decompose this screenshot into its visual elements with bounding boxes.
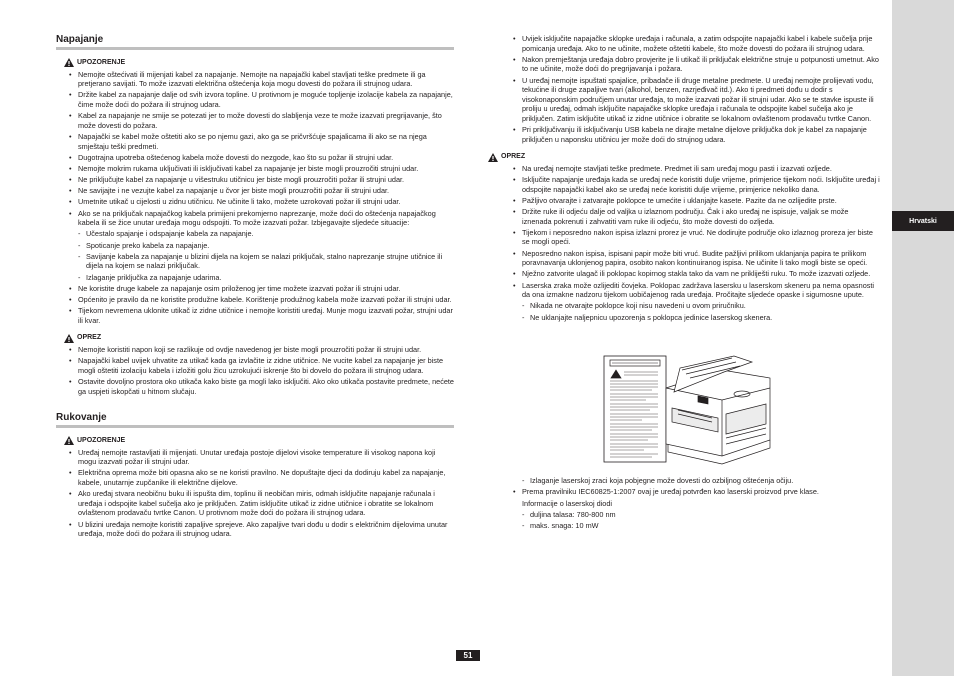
warning-triangle-icon: [64, 436, 74, 445]
list-item: • Napajački se kabel može oštetiti ako se po njemu gazi, ako ga se pričvršćuje spajalicama ili ako se na njega smještaju teški predmeti.: [56, 132, 454, 151]
spec-item: - duljina talasa: 780-800 nm: [500, 510, 880, 520]
list-item: • Tijekom i neposredno nakon ispisa izlazni prorez je vruć. Ne dodirujte područje oko izlaznog proreza jer biste se mogli opeći.: [500, 228, 880, 247]
sub-list-item: - Spoticanje preko kabela za napajanje.: [56, 241, 454, 251]
spec-item: - maks. snaga: 10 mW: [500, 521, 880, 531]
section-title-napajanje: Napajanje: [56, 34, 454, 50]
list-item: • Nemojte oštećivati ili mijenjati kabel za napajanje. Nemojte na napajački kabel stavljati teške predmete ili ga pretjerano savijati. To može izazvati električna oštećenja koja mogu dovesti do požara ili strujnog udara.: [56, 70, 454, 89]
list-item: • Pri priključivanju ili isključivanju USB kabela ne dirajte metalne dijelove priključka dok je kabel za napajanje priključen u naponsku utičnicu jer može doći do strujnog udara.: [500, 125, 880, 144]
caution-list: [56, 345, 454, 396]
left-column: [56, 34, 454, 540]
list-item: • Napajački kabel uvijek uhvatite za utikač kada ga izvlačite iz zidne utičnice. Ne vucite kabel za napajanje jer biste mogli oštetiti izolaciju kabela i izložiti golu žicu uzrokujući iskrenje što bi dovelo do požara ili strujnog udara.: [56, 356, 454, 375]
list-item: • Kabel za napajanje ne smije se potezati jer to može dovesti do slabljenja veze te može izazvati pregrijavanje, što može dovesti do požara.: [56, 111, 454, 130]
list-item: • U uređaj nemojte ispuštati spajalice, pribadače ili druge metalne predmete. U uređaj nemojte prolijevati vodu, tekućine ili druge zapaljive tvari (alkohol, benzen, razrjeđivač itd.). Ako ti predmeti dođu u dodir s visokonaponskim područjem unutar uređaja, to može izazvati požar ili strujni udar. Ako se te stavke ispuste ili proliju u uređaj, odmah isključite napajačke sklopke uređaja i računala te odspojite kabel sučelja ako je priključen. Zatim isključite utikač iz zidne utičnice i obratite se lokalnom ovlaštenom prodavaču tvrtke Canon.: [500, 76, 880, 124]
warning-triangle-icon: [64, 334, 74, 343]
caution-list: [500, 164, 880, 322]
list-item: • Pažljivo otvarajte i zatvarajte poklopce te umećite i uklanjajte kasete. Pazite da ne ozlijedite prste.: [500, 196, 880, 206]
list-item: • Ne koristite druge kabele za napajanje osim priloženog jer time možete izazvati požar ili strujni udar.: [56, 284, 454, 294]
warning-heading: [64, 436, 454, 446]
list-item: • Uređaj nemojte rastavljati ili mijenjati. Unutar uređaja postoje dijelovi visoke temperature ili visokog napona koji mogu izazvati požar ili strujni udar.: [56, 448, 454, 467]
section-title-rukovanje: Rukovanje: [56, 412, 454, 428]
warning-heading: [64, 58, 454, 68]
list-item: • Prema pravilniku IEC60825-1:2007 ovaj je uređaj potvrđen kao laserski proizvod prve klase.: [500, 487, 880, 497]
list-item: • Ostavite dovoljno prostora oko utikača kako biste ga mogli lako isključiti. Ako oko utikača postavite predmete, nećete ga uspjeti iskopčati u hitnom slučaju.: [56, 377, 454, 396]
list-item: • Nemojte mokrim rukama uključivati ili isključivati kabel za napajanje jer biste mogli prouzročiti strujni udar.: [56, 164, 454, 174]
caution-label: OPREZ: [77, 334, 102, 342]
list-item: • Držite ruke ili odjeću dalje od valjka u izlaznom području. Čak i ako uređaj ne ispisuje, valjak se može iznenada pokrenuti i zahvatiti vam ruke ili odjeću, što može dovesti do ozljeda.: [500, 207, 880, 226]
sub-list-item: - Nikada ne otvarajte poklopce koji nisu navedeni u ovom priručniku.: [500, 301, 880, 311]
list-item: • Nježno zatvorite ulagač ili poklopac kopirnog stakla tako da vam ne prikliješti ruku. To može izazvati ozljede.: [500, 269, 880, 279]
sub-list-item: - Učestalo spajanje i odspajanje kabela za napajanje.: [56, 229, 454, 239]
caution-heading: [488, 152, 880, 162]
handling-list: [500, 34, 880, 144]
sub-list-item: - Izlaganje priključka za napajanje udarima.: [56, 273, 454, 283]
right-column: [500, 34, 880, 532]
list-item: • Ne priključujte kabel za napajanje u višestruku utičnicu jer biste mogli prouzročiti požar ili strujni udar.: [56, 175, 454, 185]
warning-label: UPOZORENJE: [77, 437, 126, 445]
warning-triangle-icon: [64, 58, 74, 67]
printer-illustration: [602, 348, 772, 470]
laser-diode-info: Informacije o laserskoj diodi: [522, 498, 613, 508]
list-item: • Laserska zraka može ozlijediti čovjeka. Poklopac zadržava lasersku u laserskom skeneru pa nema opasnosti da ona izmakne nadzoru tijekom uobičajenog rada uređaja. Pročitajte sljedeće opaske i sigurnosne upute.: [500, 281, 880, 300]
language-sidebar: [892, 0, 954, 676]
list-item: • Umetnite utikač u cijelosti u zidnu utičnicu. Ne učinite li tako, možete uzrokovati požar ili strujni udar.: [56, 197, 454, 207]
list-item: • Općenito je pravilo da ne koristite produžne kabele. Korištenje produžnog kabela može izazvati požar ili strujni udar.: [56, 295, 454, 305]
list-item: • Nakon premještanja uređaja dobro provjerite je li utikač ili priključak električne struje u potpunosti umetnut. Ako to ne učinite, može doći do pregrijavanja i požara.: [500, 55, 880, 74]
list-item: • U blizini uređaja nemojte koristiti zapaljive spreјeve. Ako zapaljive tvari dođu u dodir s električnim dijelovima unutar uređaja, može doći do požara ili strujnog udara.: [56, 520, 454, 539]
warning-triangle-icon: [488, 153, 498, 162]
list-item: • Ako se na priključak napajačkog kabela primijeni prekomjerno naprezanje, može doći do oštećenja napajačkog kabela ili se žice unutar uređaja mogu odspojiti. To može izazvati požar. Izbjegavajte sljedeće situacije:: [56, 209, 454, 228]
sub-list-item: - Izlaganje laserskoj zraci koja pobjegne može dovesti do ozbiljnog oštećenja očiju.: [500, 476, 880, 486]
warning-list: [56, 448, 454, 539]
list-item: • Nemojte koristiti napon koji se razlikuje od ovdje navedenog jer biste mogli prouzročiti požar ili strujni udar.: [56, 345, 454, 355]
list-item: • Držite kabel za napajanje dalje od svih izvora topline. U protivnom je moguće topljenje izolacije kabela za napajanje, čime može doći do požara ili strujnog udara.: [56, 90, 454, 109]
sub-list-item: - Ne uklanjajte naljepnicu upozorenja s poklopca jedinice laserskog skenera.: [500, 313, 880, 323]
sub-list-item: - Savijanje kabela za napajanje u blizini dijela na kojem se nalazi priključak, stalno naprezanje strujne utičnice ili dijela na kojem se nalazi priključak.: [56, 252, 454, 271]
warning-list: [56, 70, 454, 326]
caution-heading: [64, 333, 454, 343]
language-tab[interactable]: Hrvatski: [892, 211, 954, 231]
warning-label: UPOZORENJE: [77, 59, 126, 66]
printer-laser-label-figure: [602, 348, 772, 470]
laser-warning-label-icon: [604, 356, 666, 462]
list-item: • Ako uređaj stvara neobičnu buku ili ispušta dim, toplinu ili neobičan miris, odmah isključite napajanje računala i uređaja i odspojite kabel sučelja ako je priključen. Zatim isključite utikač iz zidne utičnice i obratite se lokalnom ovlaštenom prodavaču tvrtke Canon. U protivnom može doći do požara ili strujnog udara.: [56, 489, 454, 518]
list-item: • Na uređaj nemojte stavljati teške predmete. Predmet ili sam uređaj mogu pasti i izazvati ozljede.: [500, 164, 880, 174]
list-item: • Uvijek isključite napajačke sklopke uređaja i računala, a zatim odspojite napajački kabel i kabele sučelja prije pomicanja uređaja. Ako to ne učinite, možete oštetiti kabele, što može dovesti do požara ili strujnog udara.: [500, 34, 880, 53]
list-item: • Električna oprema može biti opasna ako se ne koristi pravilno. Ne dopuštajte djeci da dodiruju kabel za napajanje, kabele, unutarnje zupčanike ili električne dijelove.: [56, 468, 454, 487]
page-number: 51: [456, 650, 480, 661]
list-item: • Dugotrajna upotreba oštećenog kabela može dovesti do nezgode, kao što su požar ili strujni udar.: [56, 153, 454, 163]
caution-label: OPREZ: [501, 153, 526, 161]
list-item: • Isključite napajanje uređaja kada se uređaj neće koristiti dulje vrijeme, primjerice tijekom noći. Isključite uređaj i odspojite napajački kabel ako se uređaj neće koristiti dulje vrijeme, primjerice nekoliko dana.: [500, 175, 880, 194]
list-item: • Tijekom nevremena uklonite utikač iz zidne utičnice i nemojte koristiti uređaj. Munje mogu izazvati požar, strujni udar ili kvar.: [56, 306, 454, 325]
list-item: • Neposredno nakon ispisa, ispisani papir može biti vruć. Budite pažljivi prilikom uklanjanja papira te prilikom poravnavanja uklonjenog papira, osobito nakon kontinuiranog ispisa. Ne učinite li tako mogli biste se opeći.: [500, 249, 880, 268]
list-item: • Ne savijajte i ne vezujte kabel za napajanje u čvor jer biste mogli prouzročiti požar ili strujni udar.: [56, 186, 454, 196]
laser-info-list: [500, 476, 880, 530]
